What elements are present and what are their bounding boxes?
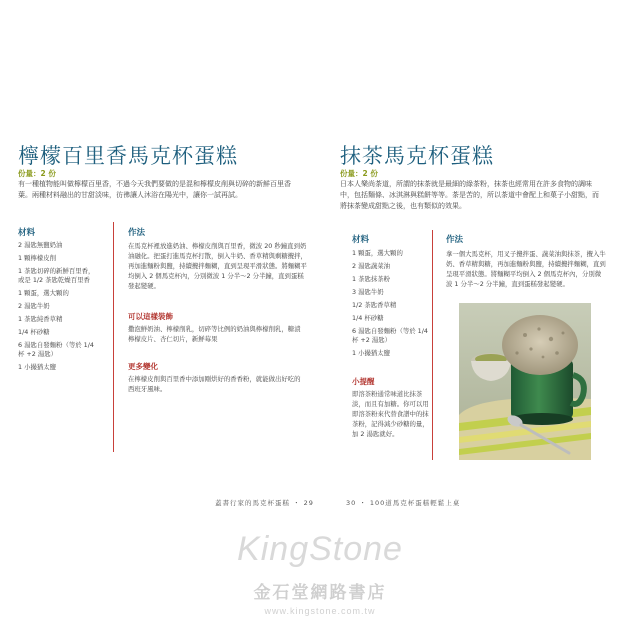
ingredient-item: 1 顆檸檬皮削 [18,254,57,262]
ingredients-list [18,241,96,376]
recipe-title: 檸檬百里香馬克杯蛋糕 [18,144,238,168]
method-heading: 作法 [446,235,464,245]
recipe-intro: 有一種植物能叫做檸檬百里香，不過今天我們要做的是混和檸檬皮削與切碎的新鮮百里香葉。兩種材料融出的甘甜淡味，彷彿讓人沐浴在陽光中，讓你一試再試。 [18,180,291,199]
column-divider [432,230,433,460]
ingredient-item: 2 湯匙無鹽奶油 [18,241,63,249]
ingredient-item: 1 茶匙切碎的新鮮百里香，或是 1/2 茶匙乾燥百里香 [18,267,95,284]
ingredient-item: 1/4 杯砂糖 [18,328,50,336]
method-heading: 作法 [128,228,146,238]
decorate-heading: 可以這樣裝飾 [128,312,173,321]
recipe-title: 抹茶馬克杯蛋糕 [340,144,494,168]
watermark-brand: KingStone [237,530,403,568]
ingredient-item: 1 顆蛋，選大顆的 [352,249,403,257]
matcha-mug-cake-photo [459,303,591,460]
tip-text: 即溶茶粉通常味道比抹茶淡，而且有加糖。你可以用即溶茶粉來代替食譜中的抹茶粉，記得減少砂糖的量，加 2 湯匙就好。 [352,390,429,438]
decorate-text: 撒泡鮮奶油、檸檬削乳，切碎等比例的奶油與檸檬削乳，糖漬檸檬皮片、杏仁切片，新鮮莓果 [128,325,301,343]
ingredient-item: 6 湯匙自發麵粉（等於 1/4 杯 +2 湯匙） [352,327,428,344]
ingredient-item: 1 茶匙抹茶粉 [352,275,391,283]
ingredient-item: 2 湯匙蔬菜油 [352,262,391,270]
column-divider [113,222,114,452]
watermark-store: 金石堂網路書店 [253,583,387,603]
ingredient-item: 1/4 杯砂糖 [352,314,384,322]
tip-heading: 小提醒 [352,377,375,386]
recipe-intro: 日本人樂尚茶道，所謂的抹茶就是最細的綠茶粉，抹茶也經常用在許多食物的調味中，包括麵條、冰淇淋與糕餅等等。茶是苦的，所以茶道中會配上和菓子小甜點，而將抹茶變成甜點之後，也有類似的效果。 [340,180,599,210]
ingredient-item: 1 顆蛋，選大顆的 [18,289,69,297]
method-text: 在馬克杯裡放進奶油、檸檬皮削與百里香，微波 20 秒鐘直到奶油融化。把蛋打進馬克杯打散，倒入牛奶、香草精與剩糖攪拌，再加進麵粉與鹽，持續攪拌麵糊，直到呈現平滑狀態。將麵糊平均倒入 2 個馬克杯內，分別微波 1 分半～2 分半鐘，直到蛋糕發起變硬。 [128,242,307,290]
ingredient-item: 2 湯匙牛奶 [18,302,50,310]
ingredients-list [352,249,434,362]
left-page [18,0,318,520]
page-footer: 30 ・ 100道馬克杯蛋糕輕鬆上桌 [346,499,461,507]
watermark-url: www.kingstone.com.tw [264,606,376,616]
photo-illustration [459,303,591,460]
ingredient-item: 3 湯匙牛奶 [352,288,384,296]
ingredients-heading: 材料 [352,235,370,245]
ingredient-item: 1 小撮猶太鹽 [352,349,391,357]
ingredient-item: 1 茶匙純香草精 [18,315,63,323]
variation-text: 在檸檬皮削與百里香中添加剛烘好的香香粉，就能做出好吃的西班牙風味。 [128,375,301,393]
ingredient-item: 1 小撮猶太鹽 [18,363,57,371]
servings: 份量：2 份 [18,169,56,178]
variation-heading: 更多變化 [128,362,158,371]
ingredients-heading: 材料 [18,228,36,238]
ingredient-item: 1/2 茶匙香草精 [352,301,397,309]
page-footer: 蓋書行家的馬克杯蛋糕 ・ 29 [215,499,314,507]
servings: 份量：2 份 [340,169,378,178]
method-text: 拿一個大馬克杯，用叉子攪拌蛋、蔬菜油與抹茶，攪入牛奶、香草精與糖，再加進麵粉與鹽，持續攪拌麵糊，直到呈現平滑狀態。將麵糊平均倒入 2 個馬克杯內，分別微波 1 分半～2 分半鐘，直到蛋糕發起變硬。 [446,250,606,288]
ingredient-item: 6 湯匙自發麵粉（等於 1/4 杯 +2 湯匙） [18,341,94,358]
